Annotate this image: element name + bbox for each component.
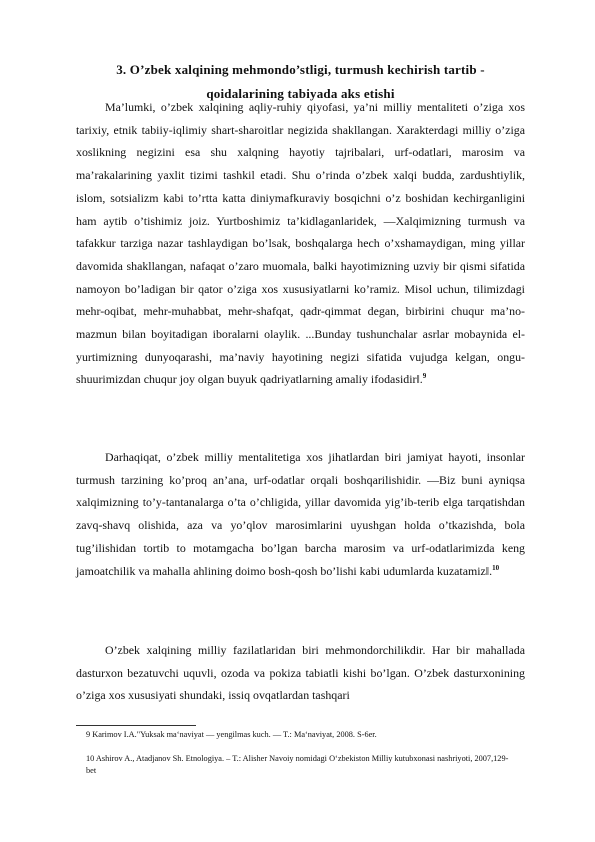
- paragraph-3-text: O’zbek xalqining milliy fazilatlaridan biri mehmondorchilikdir. Har bir mahallada dasturxon bezatuvchi uquvli, ozoda va pokiza tabiatli kishi bo’lgan. O’zbek dasturxonining o’ziga xos xususiyati shundaki, issiq ovqatlardan tashqari: [76, 643, 525, 703]
- section-title-line-2: qoidalarining tabiyada aks etishi: [206, 86, 395, 101]
- footnote-ref-9[interactable]: 9: [422, 372, 427, 381]
- footnote-ref-10[interactable]: 10: [492, 563, 500, 572]
- footnote-number: 10: [86, 754, 95, 763]
- paragraph-2-text: Darhaqiqat, o’zbek milliy mentalitetiga xos jihatlardan biri jamiyat hayoti, insonlar turmush tarzining ko’proq an’ana, urf-odatlar orqali boshqarilishidir. ―Biz buni ayniqsa xalqimizning to’y-tantanalarga o’ta o’chligida, yillar davomida yig’ib-terib elga tarqatishdan zavq-shavq olishida, aza va yo’qlov marosimlarini uyushgan holda o’tkazishda, bola tug’ilishidan tortib to motamgacha bo’lgan barcha marosim va urf-odatlarimizda keng jamoatchilik va mahalla ahlining doimo bosh-qosh bo’lishi kabi udumlarda kuzatamiz‖.: [76, 450, 525, 578]
- paragraph-1: [76, 96, 525, 391]
- footnote-text: Ashirov A., Atadjanov Sh. Etnologiya. – T.: Alisher Navoiy nomidagi O‘zbekiston Milliy kutubxonasi nashriyoti, 2007,129-bet: [86, 754, 509, 775]
- footnote-10: [86, 753, 516, 777]
- footnote-text: Karimov I.A."Yuksak ma‘naviyat — yengilmas kuch. — T.: Ma‘naviyat, 2008. S-6er.: [92, 730, 377, 739]
- paragraph-3: [76, 639, 525, 707]
- footnote-divider: [76, 725, 196, 726]
- paragraph-1-text: Ma’lumki, o’zbek xalqining aqliy-ruhiy qiyofasi, ya’ni milliy mentaliteti o’ziga xos tarixiy, etnik tabiiy-iqlimiy shart-sharoitlar negizida shakllangan. Xarakterdagi milliy o’ziga xoslikning negizini esa shu xalqning hayotiy tajribalari, urf-odatlari, marosim va ma’rakalarining yaxlit tizimi tashkil etadi. Shu o’rinda o’zbek xalqi budda, zardushtiylik, islom, sotsializm kabi to’rtta katta diniymafkuraviy bosqichni o’z boshidan kechirganligini ham aytib o’tishimiz joiz. Yurtboshimiz ta’kidlaganlaridek, ―Xalqimizning turmush va tafakkur tarziga nazar tashlaydigan bo’lsak, boshqalarga hech o’xshamaydigan, ming yillar davomida shakllangan, nafaqat o’zaro muomala, balki hayotimizning uzviy bir qismi sifatida namoyon bo’ladigan bir qator o’ziga xos xususiyatlarni ko’ramiz. Misol uchun, tilimizdagi mehr-oqibat, mehr-muhabbat, mehr-shafqat, qadr-qimmat degan, birbirini chuqur ma’no-mazmun bilan boyitadigan iboralarni olaylik. ...Bunday tushunchalar asrlar mobaynida el-yurtimizning dunyoqarashi, ma’naviy hayotining negizi sifatida vujudga kelgan, ongu-shuurimizdan chuqur joy olgan buyuk qadriyatlarning amaliy ifodasidir‖.: [76, 100, 525, 387]
- section-title-line-1: 3. O’zbek xalqining mehmondo’stligi, turmush kechirish tartib -: [116, 62, 485, 77]
- footnote-9: [86, 729, 516, 741]
- footnote-number: 9: [86, 730, 91, 739]
- paragraph-2: [76, 446, 525, 582]
